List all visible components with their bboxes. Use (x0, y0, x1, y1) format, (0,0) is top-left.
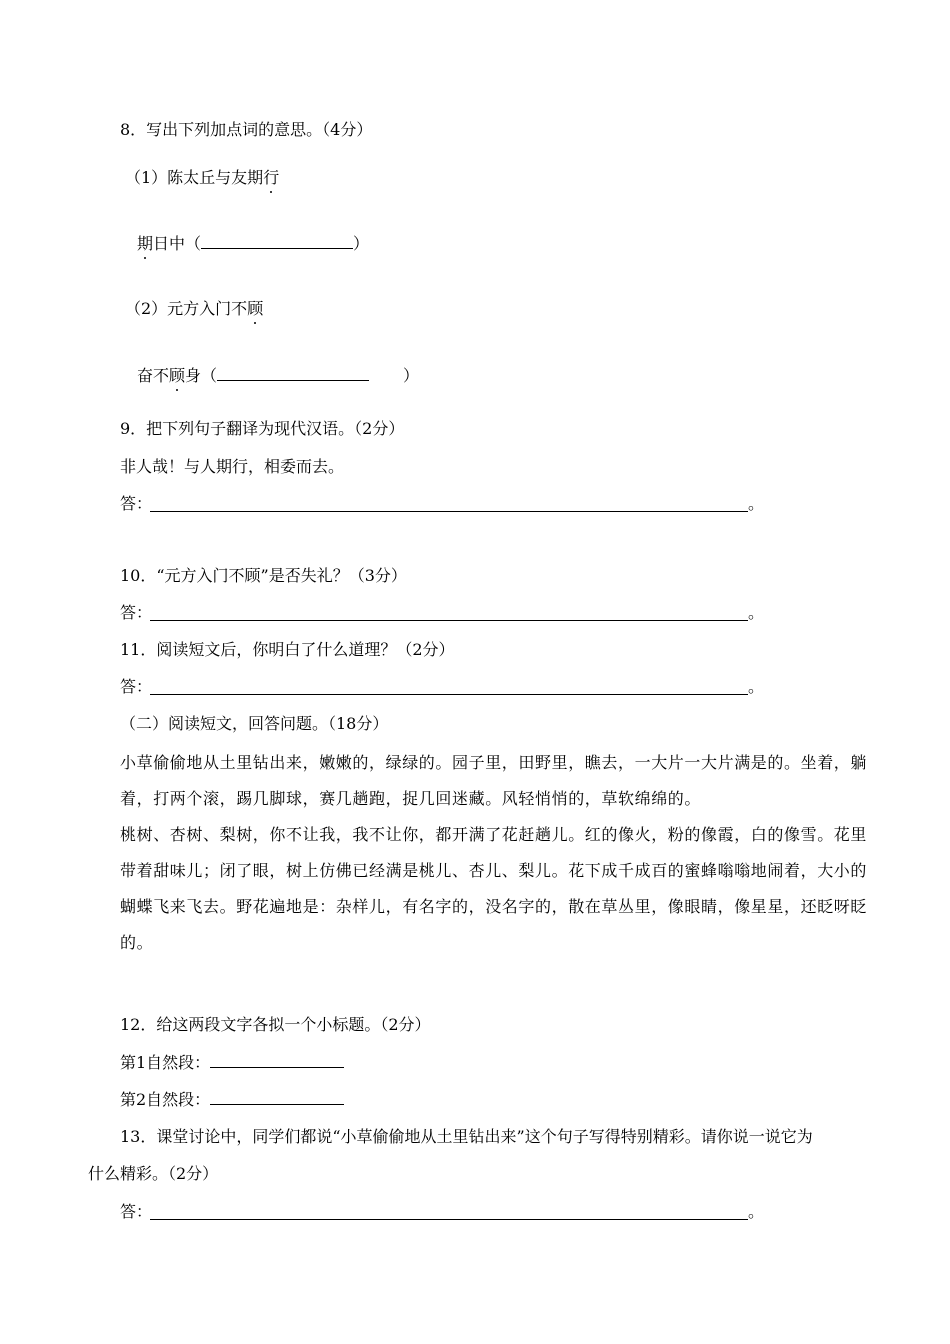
question-9-sentence: 非人哉！与人期行，相委而去。 (120, 457, 345, 476)
blank-line[interactable] (201, 233, 353, 249)
line-label: 第1自然段： (120, 1053, 211, 1072)
question-10-title: 10．“元方入门不顾”是否失礼？（3分） (120, 566, 407, 585)
dotted-char: 顾 (169, 366, 186, 385)
answer-line[interactable] (150, 694, 748, 695)
paragraph-1: 小草偷偷地从土里钻出来，嫩嫩的，绿绿的。园子里，田野里，瞧去，一大片一大片满是的。坐着，躺着，打两个滚，踢几脚球，赛几趟跑，捉几回迷藏。风轻悄悄的，草软绵绵的。 (120, 753, 868, 808)
question-8-title: 8．写出下列加点词的意思。（4分） (120, 120, 373, 139)
question-12-title: 12．给这两段文字各拟一个小标题。（2分） (120, 1015, 431, 1034)
sub-text: 奋不 (137, 366, 170, 385)
blank-line[interactable] (217, 365, 369, 381)
answer-line[interactable] (150, 620, 748, 621)
question-12-line-2 (120, 1089, 344, 1110)
question-9-title: 9．把下列句子翻译为现代汉语。（2分） (120, 419, 405, 438)
section-2-title: （二）阅读短文，回答问题。（18分） (120, 714, 389, 733)
end-mark: 。 (748, 1202, 765, 1221)
item-2-text: （2）元方入门不 (125, 299, 248, 318)
end-mark: 。 (748, 677, 765, 696)
answer-label: 答： (120, 1202, 153, 1221)
reading-passage (88, 745, 878, 961)
blank-line[interactable] (210, 1052, 344, 1068)
dotted-char: 顾 (247, 299, 264, 318)
dotted-char: 期 (137, 234, 154, 253)
question-8-item-2-sub (137, 365, 419, 386)
question-12-line-1 (120, 1052, 344, 1073)
answer-line[interactable] (150, 511, 748, 512)
close-paren: ） (353, 234, 370, 253)
sub-text: 身（ (185, 366, 218, 385)
line-label: 第2自然段： (120, 1090, 211, 1109)
answer-line[interactable] (150, 1219, 748, 1220)
end-mark: 。 (748, 494, 765, 513)
answer-label: 答： (120, 494, 153, 513)
end-mark: 。 (748, 603, 765, 622)
close-paren: ） (403, 366, 420, 385)
item-1-text: （1）陈太丘与友期 (125, 168, 264, 187)
blank-line[interactable] (210, 1089, 344, 1105)
answer-label: 答： (120, 677, 153, 696)
sub-text: 日中（ (153, 234, 202, 253)
answer-label: 答： (120, 603, 153, 622)
question-8-item-1-sub (137, 233, 369, 254)
question-13-title-line-1: 13．课堂讨论中，同学们都说“小草偷偷地从土里钻出来”这个句子写得特别精彩。请你说一说它为 (120, 1127, 813, 1146)
question-13-title-line-2: 什么精彩。（2分） (88, 1164, 219, 1183)
question-8-item-2 (125, 299, 263, 319)
dotted-char: 行 (263, 168, 280, 187)
paragraph-2: 桃树、杏树、梨树，你不让我，我不让你，都开满了花赶趟儿。红的像火，粉的像霞，白的像雪。花里带着甜味儿；闭了眼，树上仿佛已经满是桃儿、杏儿、梨儿。花下成千成百的蜜蜂嗡嗡地闹着，大小的蝴蝶飞来飞去。野花遍地是：杂样儿，有名字的，没名字的，散在草丛里，像眼睛，像星星，还眨呀眨的。 (120, 825, 868, 952)
question-8-item-1 (125, 168, 279, 188)
question-11-title: 11．阅读短文后，你明白了什么道理？（2分） (120, 640, 455, 659)
